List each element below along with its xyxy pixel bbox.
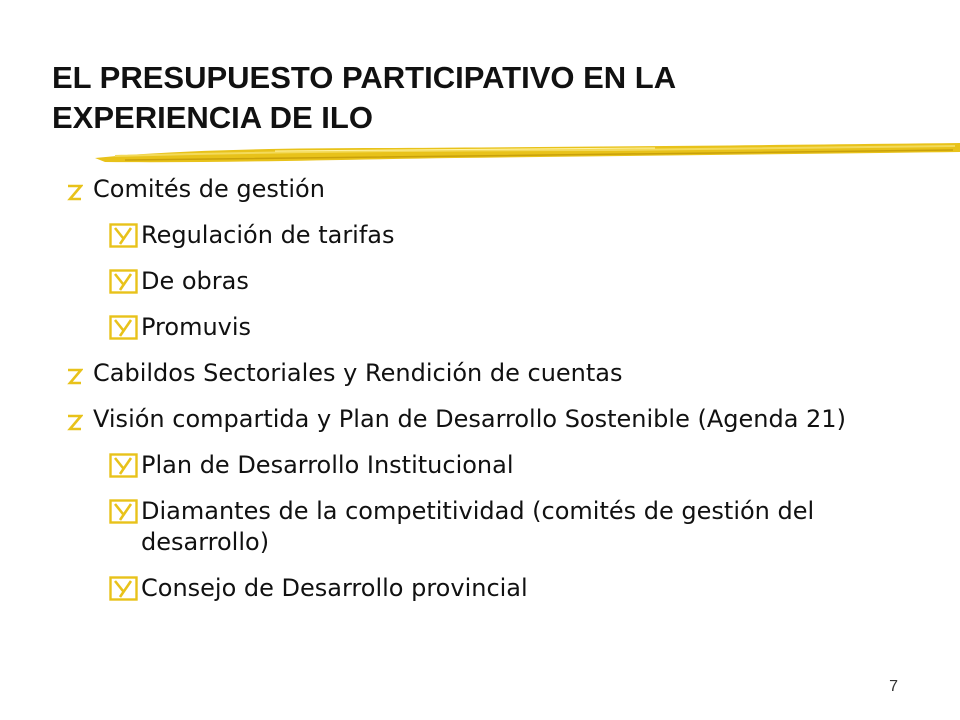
bullet-text: Diamantes de la competitividad (comités de gestión del desarrollo) <box>141 497 815 556</box>
y-checkbox-bullet-icon <box>109 315 138 340</box>
sub-bullet-item <box>60 312 920 343</box>
bullet-item <box>60 404 920 435</box>
y-checkbox-bullet-icon <box>109 453 138 478</box>
title-line-1: EL PRESUPUESTO PARTICIPATIVO EN LA <box>52 60 677 95</box>
page-number: 7 <box>889 678 898 695</box>
bullet-item <box>60 174 920 205</box>
z-bullet-icon <box>66 414 83 431</box>
z-bullet-icon <box>66 368 83 385</box>
title-underline-brushstroke <box>95 138 960 168</box>
sub-bullet-item <box>60 573 920 604</box>
sub-bullet-item <box>60 450 920 481</box>
slide-title <box>52 58 912 138</box>
bullet-text: Consejo de Desarrollo provincial <box>141 574 528 602</box>
bullet-text: Plan de Desarrollo Institucional <box>141 451 514 479</box>
bullet-text: Comités de gestión <box>93 175 325 203</box>
bullet-text: Regulación de tarifas <box>141 221 395 249</box>
bullet-text: Promuvis <box>141 313 252 341</box>
y-checkbox-bullet-icon <box>109 576 138 601</box>
title-line-2: EXPERIENCIA DE ILO <box>52 100 373 135</box>
bullet-list <box>60 174 920 619</box>
z-bullet-icon <box>66 184 83 201</box>
sub-bullet-item <box>60 220 920 251</box>
bullet-text: De obras <box>141 267 249 295</box>
y-checkbox-bullet-icon <box>109 499 138 524</box>
bullet-text: Visión compartida y Plan de Desarrollo Sostenible (Agenda 21) <box>93 405 846 433</box>
y-checkbox-bullet-icon <box>109 223 138 248</box>
y-checkbox-bullet-icon <box>109 269 138 294</box>
bullet-text: Cabildos Sectoriales y Rendición de cuentas <box>93 359 623 387</box>
sub-bullet-item <box>60 266 920 297</box>
sub-bullet-item <box>60 496 920 558</box>
bullet-item <box>60 358 920 389</box>
